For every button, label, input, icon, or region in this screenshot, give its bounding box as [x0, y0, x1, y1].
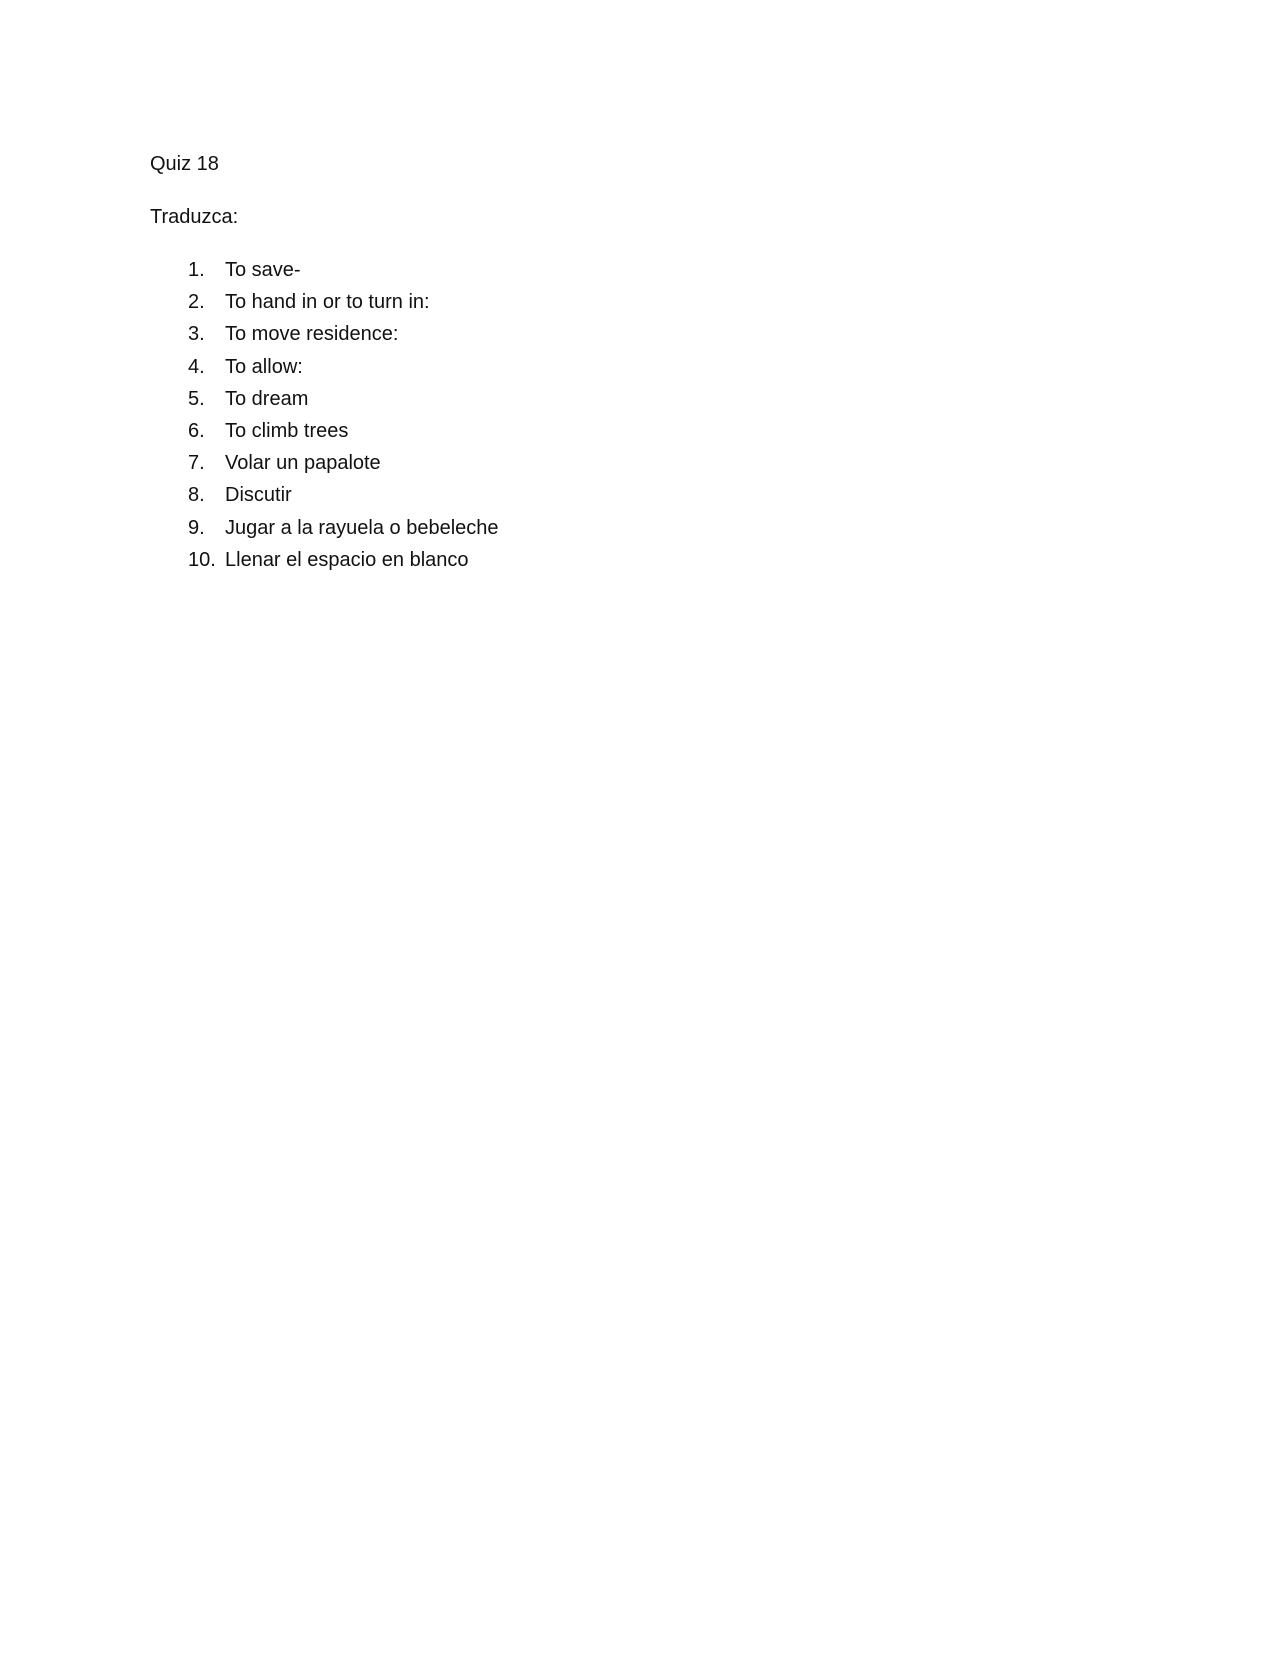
item-number: 5. — [188, 387, 205, 410]
list-item — [150, 351, 1130, 383]
item-number: 4. — [188, 355, 205, 378]
quiz-list — [150, 254, 1130, 576]
item-text: To save- — [225, 259, 301, 281]
instruction-label: Traduzca: — [150, 206, 239, 228]
item-text: Llenar el espacio en blanco — [225, 548, 469, 571]
quiz-title: Quiz 18 — [150, 153, 219, 175]
list-item — [150, 479, 1130, 511]
list-item — [150, 544, 1130, 576]
item-text: To move residence: — [225, 323, 399, 346]
list-item — [150, 318, 1130, 350]
item-number: 7. — [188, 452, 205, 475]
item-number: 6. — [188, 419, 205, 442]
item-text: Jugar a la rayuela o bebeleche — [225, 516, 499, 539]
item-text: To hand in or to turn in: — [225, 291, 430, 314]
item-number: 9. — [188, 516, 205, 539]
list-item — [150, 447, 1130, 479]
item-text: To dream — [225, 387, 309, 410]
item-number: 1. — [188, 259, 205, 281]
item-text: To allow: — [225, 355, 303, 378]
document-content — [150, 148, 1130, 576]
list-item — [150, 254, 1130, 286]
item-text: Discutir — [225, 484, 292, 507]
item-number: 10. — [188, 548, 216, 571]
item-text: Volar un papalote — [225, 452, 381, 475]
list-item — [150, 286, 1130, 318]
item-number: 8. — [188, 484, 205, 507]
list-item — [150, 512, 1130, 544]
list-item — [150, 383, 1130, 415]
item-number: 2. — [188, 291, 205, 314]
item-text: To climb trees — [225, 419, 349, 442]
list-item — [150, 415, 1130, 447]
item-number: 3. — [188, 323, 205, 346]
